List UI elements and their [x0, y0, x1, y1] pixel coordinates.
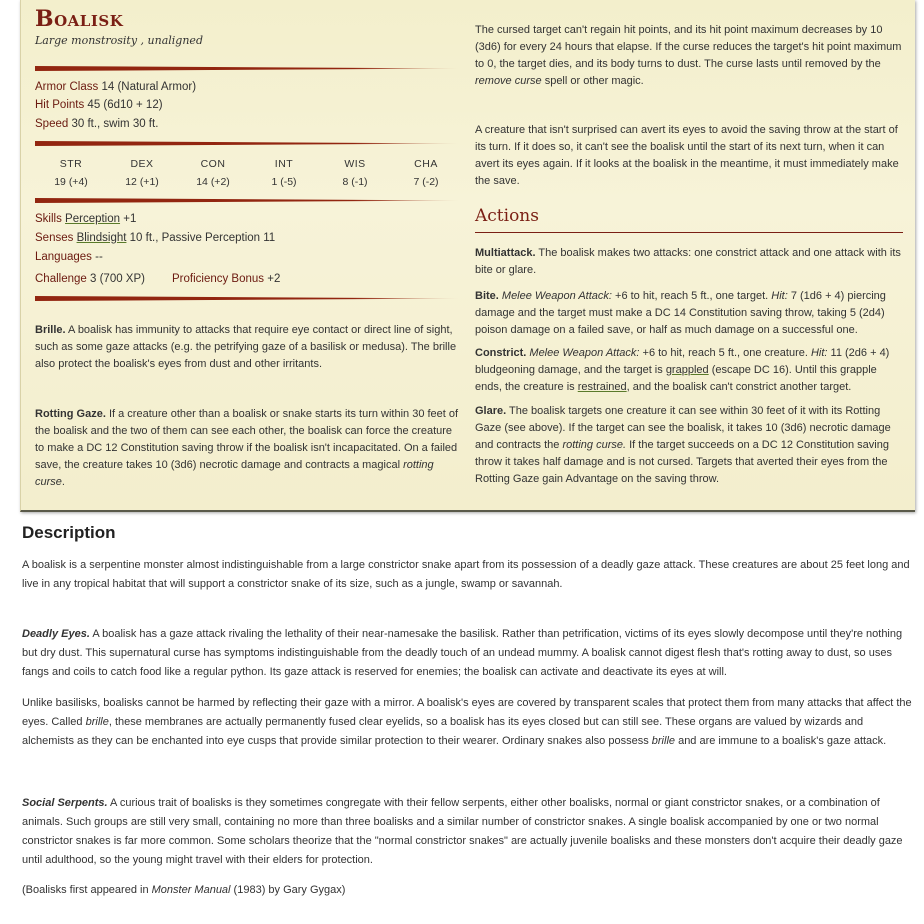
ability-wis: WIS 8 (-1) [342, 158, 368, 188]
monster-type: Large monstrosity , unaligned [35, 34, 203, 47]
languages: Languages -- [35, 251, 103, 263]
armor-class: Armor Class 14 (Natural Armor) [35, 81, 197, 93]
monster-name: Boalisk [35, 6, 124, 32]
stat-block [20, 0, 915, 512]
skills: Skills Perception +1 [35, 213, 137, 225]
grappled-link[interactable]: grappled [665, 364, 709, 376]
avert-paragraph: A creature that isn't surprised can avert its eyes to avoid the saving throw at the start of its turn. If it does so, it can't see the boalisk until the start of its next turn, when it can avert its eyes again. If it looks at the boalisk in the meantime, it must immediately make the save. [475, 124, 899, 187]
divider [35, 66, 459, 71]
actions-divider [475, 232, 903, 233]
senses: Senses Blindsight 10 ft., Passive Perception 11 [35, 232, 276, 244]
description-source-note: (Boalisks first appeared in Monster Manual (1983) by Gary Gygax) [22, 884, 346, 896]
description-paragraph-3: Unlike basilisks, boalisks cannot be harmed by reflecting their gaze with a mirror. A boalisk's eyes are covered by transparent scales that protect them from many attacks that affect the eyes. Called brille, these membranes are actually permanently fused clear eyelids, so a boalisk has its eyes closed but can still see. These organs are valued by wizards and alchemists as they can be enchanted into eye cusps that provide similar protection to their wearer. Ordinary snakes also possess brille and are immune to a boalisk's gaze attack. [22, 697, 912, 747]
trait-rotting-gaze: Rotting Gaze. If a creature other than a boalisk or snake starts its turn within 30 feet of the boalisk and the two of them can see each other, the boalisk can force the creature to make a DC 12 Constitution saving throw if the boalisk isn't incapacitated. On a failed save, the creature takes 10 (3d6) necrotic damage and contracts a magical rotting curse. [35, 408, 459, 488]
description-paragraph-1: A boalisk is a serpentine monster almost indistinguishable from a large constrictor snake apart from its possession of a deadly gaze attack. These creatures are about 25 feet long and live in any tropical habitat that will support a constrictor snake of its size, such as a jungle, swamp or savannah. [22, 559, 910, 590]
hit-points: Hit Points 45 (6d10 + 12) [35, 99, 163, 111]
restrained-link[interactable]: restrained [577, 381, 627, 393]
action-bite: Bite. Melee Weapon Attack: +6 to hit, reach 5 ft., one target. Hit: 7 (1d6 + 4) piercing damage and the target must make a DC 14 Constitution saving throw, taking 5 (2d4) poison damage on a failed save, or half as much damage on a successful one. [475, 290, 886, 336]
divider [35, 141, 459, 146]
trait-brille: Brille. A boalisk has immunity to attacks that require eye contact or direct line of sight, such as some gaze attacks (e.g. the petrifying gaze of a basilisk or medusa). The brille also protect the boalisk's eyes from dust and other irritants. [35, 324, 457, 370]
action-multiattack: Multiattack. The boalisk makes two attacks: one constrict attack and one attack with its bite or glare. [475, 247, 901, 276]
action-glare: Glare. The boalisk targets one creature it can see within 30 feet of it with its Rotting Gaze (see above). If the target can see the boalisk, it takes 10 (3d6) necrotic damage and contracts the rotting curse. If the target succeeds on a DC 12 Constitution saving throw it takes half damage and is not cursed. Targets that averted their eyes from the Rotting Gaze gain Advantage on the saving throw. [475, 405, 891, 485]
action-constrict: Constrict. Melee Weapon Attack: +6 to hit, reach 5 ft., one creature. Hit: 11 (2d6 + 4) bludgeoning damage, and the target is grappled (escape DC 16). Until this grapple ends, the creature is restrained, and the boalisk can't constrict another target. [475, 347, 890, 393]
ability-int: INT 1 (-5) [271, 158, 297, 188]
ability-str: STR 19 (+4) [54, 158, 88, 188]
proficiency-bonus: Proficiency Bonus +2 [172, 273, 281, 285]
divider [35, 198, 459, 203]
perception-link[interactable]: Perception [65, 213, 121, 225]
curse-paragraph: The cursed target can't regain hit points, and its hit point maximum decreases by 10 (3d6) for every 24 hours that elapse. If the curse reduces the target's hit point maximum to 0, the target dies, and its body turns to dust. The curse lasts until removed by the remove curse spell or other magic. [475, 24, 902, 87]
description-heading: Description [22, 523, 116, 542]
description-social-serpents: Social Serpents. A curious trait of boalisks is they sometimes congregate with their fellow serpents, either other boalisks, normal or giant constrictor snakes, or a combination of animals. Such groups are still very small, containing no more than three boalisks and a similar number of constrictor snakes. A single boalisk accompanied by one or two normal constrictor snakes is far more common. Some scholars theorize that the "normal constrictor snakes" are actually juvenile boalisks and these monsters don't acquire their deadly gaze until adulthood, so the young might travel with their elders for protection. [22, 797, 903, 866]
ability-dex: DEX 12 (+1) [125, 158, 159, 188]
ability-con: CON 14 (+2) [196, 158, 230, 188]
actions-heading: Actions [475, 206, 539, 226]
ability-cha: CHA 7 (-2) [413, 158, 439, 188]
blindsight-link[interactable]: Blindsight [76, 232, 127, 244]
speed: Speed 30 ft., swim 30 ft. [35, 118, 159, 130]
description-deadly-eyes: Deadly Eyes. A boalisk has a gaze attack rivaling the lethality of their near-namesake the basilisk. Rather than petrification, victims of its eyes slowly decompose until they're nothing but dry dust. This supernatural curse has symptoms indistinguishable from the deadly touch of an undead mummy. A boalisk cannot digest flesh that's rotting away to dust, so uses fangs and coils to catch food like a regular python. Its gaze attack is reserved for enemies; the boalisk can activate and deactivate its eyes at will. [22, 628, 903, 678]
challenge: Challenge 3 (700 XP) [35, 273, 145, 285]
divider [35, 296, 459, 301]
